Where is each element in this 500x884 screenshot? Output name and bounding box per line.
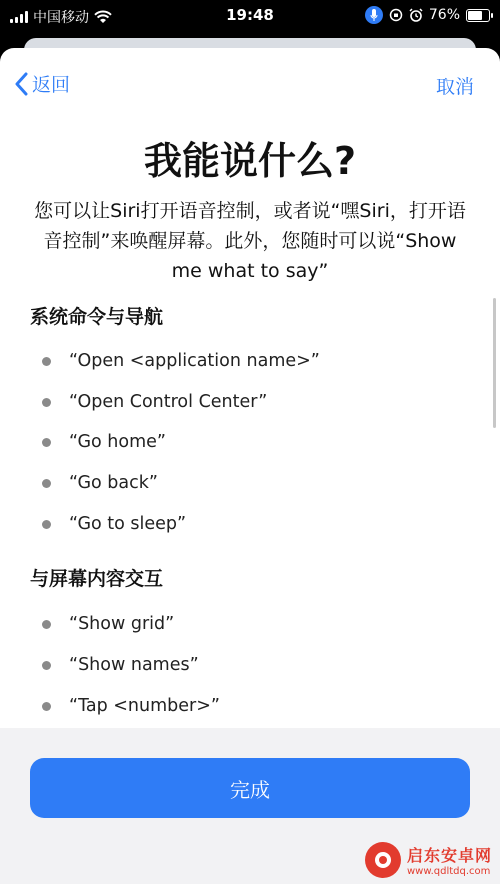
footer bbox=[0, 728, 500, 884]
back-label: 返回 bbox=[32, 74, 71, 96]
list-item bbox=[42, 432, 166, 452]
done-button[interactable]: 完成 bbox=[30, 758, 470, 818]
battery-icon bbox=[466, 9, 490, 22]
command-text: “Go to sleep” bbox=[69, 514, 187, 534]
list-item bbox=[42, 351, 320, 371]
back-button[interactable] bbox=[14, 70, 70, 97]
bullet-icon bbox=[42, 357, 51, 366]
bullet-icon bbox=[42, 702, 51, 711]
list-item bbox=[42, 614, 174, 634]
voice-control-sheet bbox=[0, 48, 500, 884]
list-item bbox=[42, 392, 267, 412]
chevron-left-icon bbox=[14, 72, 28, 96]
status-bar bbox=[0, 0, 500, 32]
carrier-label: 中国移动 bbox=[33, 10, 89, 26]
command-text: “Go home” bbox=[69, 432, 166, 452]
cancel-button[interactable]: 取消 bbox=[435, 76, 474, 98]
bullet-icon bbox=[42, 620, 51, 629]
bullet-icon bbox=[42, 661, 51, 670]
command-text: “Open Control Center” bbox=[69, 392, 268, 412]
watermark-name: 启东安卓网 bbox=[406, 846, 492, 865]
bullet-icon bbox=[42, 479, 51, 488]
section-title-screen: 与屏幕内容交互 bbox=[30, 568, 164, 590]
command-text: “Open <application name>” bbox=[69, 351, 320, 371]
watermark bbox=[365, 842, 492, 878]
clock: 19:48 bbox=[226, 6, 274, 24]
command-text: “Go back” bbox=[69, 473, 158, 493]
command-text: “Tap <number>” bbox=[69, 696, 220, 716]
bullet-icon bbox=[42, 438, 51, 447]
status-right bbox=[365, 6, 490, 24]
scrollbar[interactable] bbox=[493, 298, 496, 428]
alarm-icon bbox=[409, 8, 423, 22]
intro-text: 您可以让Siri打开语音控制，或者说“嘿Siri，打开语音控制”来唤醒屏幕。此外，您随时可以说“Show me what to say” bbox=[34, 200, 466, 282]
microphone-icon bbox=[365, 6, 383, 24]
orientation-lock-icon bbox=[389, 8, 403, 22]
command-text: “Show grid” bbox=[69, 614, 175, 634]
command-text: “Show names” bbox=[69, 655, 199, 675]
watermark-url: www.qdltdq.com bbox=[406, 866, 491, 877]
bullet-icon bbox=[42, 520, 51, 529]
page-title: 我能说什么? bbox=[143, 139, 357, 183]
list-item bbox=[42, 655, 199, 675]
list-item bbox=[42, 473, 158, 493]
list-item bbox=[42, 514, 186, 534]
watermark-text bbox=[407, 843, 492, 877]
list-item bbox=[42, 696, 220, 716]
section-title-system: 系统命令与导航 bbox=[30, 306, 164, 328]
battery-percent: 76% bbox=[428, 7, 460, 23]
watermark-logo-icon bbox=[365, 842, 401, 878]
bullet-icon bbox=[42, 398, 51, 407]
